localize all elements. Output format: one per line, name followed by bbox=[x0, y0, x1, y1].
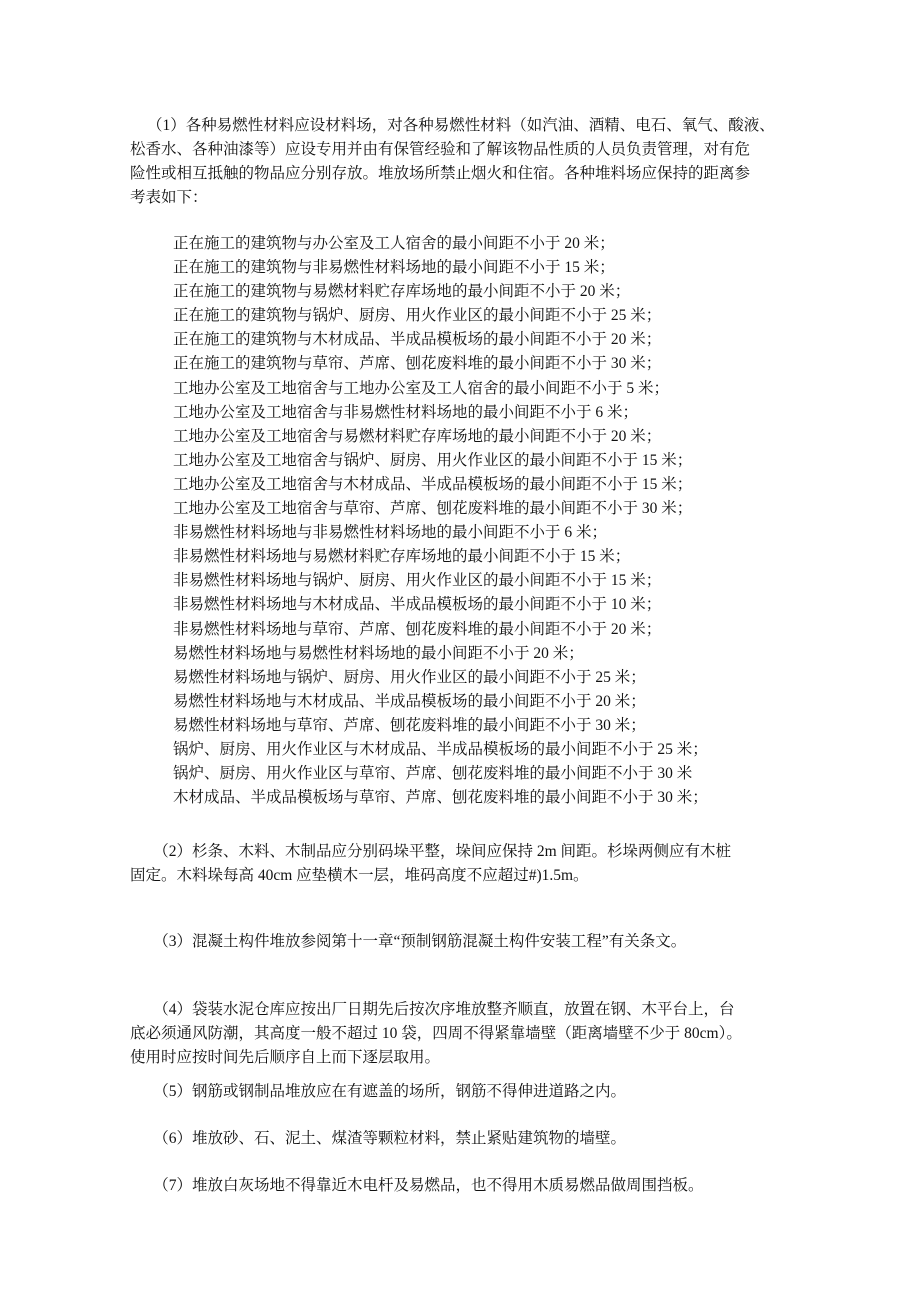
list-item: 非易燃性材料场地与易燃材料贮存库场地的最小间距不小于 15 米； bbox=[173, 548, 631, 566]
text-line: （6）堆放砂、石、泥土、煤渣等颗粒材料，禁止紧贴建筑物的墙壁。 bbox=[130, 1130, 627, 1147]
text-line: 使用时应按时间先后顺序自上而下逐层取用。 bbox=[130, 1049, 441, 1066]
text-line: 底必须通风防潮，其高度一般不超过 10 袋，四周不得紧靠墙壁（距离墙壁不少于 80cm）。 bbox=[130, 1025, 742, 1042]
paragraph-1 bbox=[130, 114, 817, 210]
text-line: 固定。木料垛每高 40cm 应垫横木一层，堆码高度不应超过#)1.5m。 bbox=[130, 867, 589, 884]
list-item: 锅炉、厨房、用火作业区与草帘、芦席、刨花废料堆的最小间距不小于 30 米 bbox=[173, 765, 693, 783]
paragraph-5 bbox=[130, 1080, 800, 1104]
list-item: 正在施工的建筑物与木材成品、半成品模板场的最小间距不小于 20 米； bbox=[173, 331, 662, 349]
list-item: 非易燃性材料场地与非易燃性材料场地的最小间距不小于 6 米； bbox=[173, 524, 608, 542]
list-item: 工地办公室及工地宿舍与锅炉、厨房、用火作业区的最小间距不小于 15 米； bbox=[173, 451, 693, 469]
list-item: 锅炉、厨房、用火作业区与木材成品、半成品模板场的最小间距不小于 25 米； bbox=[173, 740, 708, 758]
list-item: 正在施工的建筑物与易燃材料贮存库场地的最小间距不小于 20 米； bbox=[173, 283, 631, 301]
text-line: （2）杉条、木料、木制品应分别码垛平整，垛间应保持 2m 间距。杉垛两侧应有木桩 bbox=[130, 843, 732, 860]
paragraph-3 bbox=[130, 930, 800, 954]
text-line: 险性或相互抵触的物品应分别存放。堆放场所禁止烟火和住宿。各种堆料场应保持的距离参 bbox=[130, 165, 751, 182]
list-item: 正在施工的建筑物与锅炉、厨房、用火作业区的最小间距不小于 25 米； bbox=[173, 307, 662, 325]
list-item: 工地办公室及工地宿舍与非易燃性材料场地的最小间距不小于 6 米； bbox=[173, 403, 639, 421]
text-line: （7）堆放白灰场地不得靠近木电杆及易燃品，也不得用木质易燃品做周围挡板。 bbox=[130, 1177, 704, 1194]
list-item: 非易燃性材料场地与草帘、芦席、刨花废料堆的最小间距不小于 20 米； bbox=[173, 620, 662, 638]
text-line: （3）混凝土构件堆放参阅第十一章“预制钢筋混凝土构件安装工程”有关条文。 bbox=[130, 933, 687, 950]
list-item: 工地办公室及工地宿舍与木材成品、半成品模板场的最小间距不小于 15 米； bbox=[173, 475, 693, 493]
paragraph-6 bbox=[130, 1127, 800, 1151]
list-item: 非易燃性材料场地与木材成品、半成品模板场的最小间距不小于 10 米； bbox=[173, 596, 662, 614]
text-line: 松香水、各种油漆等）应设专用并由有保管经验和了解该物品性质的人员负责管理，对有危 bbox=[130, 141, 751, 158]
list-item: 正在施工的建筑物与办公室及工人宿舍的最小间距不小于 20 米； bbox=[173, 235, 615, 252]
paragraph-2 bbox=[130, 840, 800, 888]
list-item: 非易燃性材料场地与锅炉、厨房、用火作业区的最小间距不小于 15 米； bbox=[173, 572, 662, 590]
list-item: 木材成品、半成品模板场与草帘、芦席、刨花废料堆的最小间距不小于 30 米； bbox=[173, 789, 708, 807]
list-item: 工地办公室及工地宿舍与草帘、芦席、刨花废料堆的最小间距不小于 30 米； bbox=[173, 500, 693, 518]
text-line: （4）袋装水泥仓库应按出厂日期先后按次序堆放整齐顺直，放置在钢、木平台上，台 bbox=[130, 1001, 735, 1018]
text-line: （1）各种易燃性材料应设材料场，对各种易燃性材料（如汽油、酒精、电石、氧气、酸液、 bbox=[147, 117, 775, 134]
distance-list bbox=[173, 232, 843, 810]
list-item: 正在施工的建筑物与非易燃性材料场地的最小间距不小于 15 米； bbox=[173, 259, 615, 277]
list-item: 易燃性材料场地与木材成品、半成品模板场的最小间距不小于 20 米； bbox=[173, 692, 646, 710]
list-item: 易燃性材料场地与草帘、芦席、刨花废料堆的最小间距不小于 30 米； bbox=[173, 716, 646, 734]
list-item: 易燃性材料场地与锅炉、厨房、用火作业区的最小间距不小于 25 米； bbox=[173, 668, 646, 686]
paragraph-4 bbox=[130, 998, 800, 1070]
list-item: 正在施工的建筑物与草帘、芦席、刨花废料堆的最小间距不小于 30 米； bbox=[173, 355, 662, 373]
paragraph-7 bbox=[130, 1174, 800, 1198]
text-line: （5）钢筋或钢制品堆放应在有遮盖的场所，钢筋不得伸进道路之内。 bbox=[130, 1083, 627, 1100]
list-item: 工地办公室及工地宿舍与工地办公室及工人宿舍的最小间距不小于 5 米； bbox=[173, 379, 670, 397]
text-line: 考表如下： bbox=[130, 189, 208, 206]
list-item: 工地办公室及工地宿舍与易燃材料贮存库场地的最小间距不小于 20 米； bbox=[173, 427, 662, 445]
list-item: 易燃性材料场地与易燃性材料场地的最小间距不小于 20 米； bbox=[173, 644, 584, 662]
